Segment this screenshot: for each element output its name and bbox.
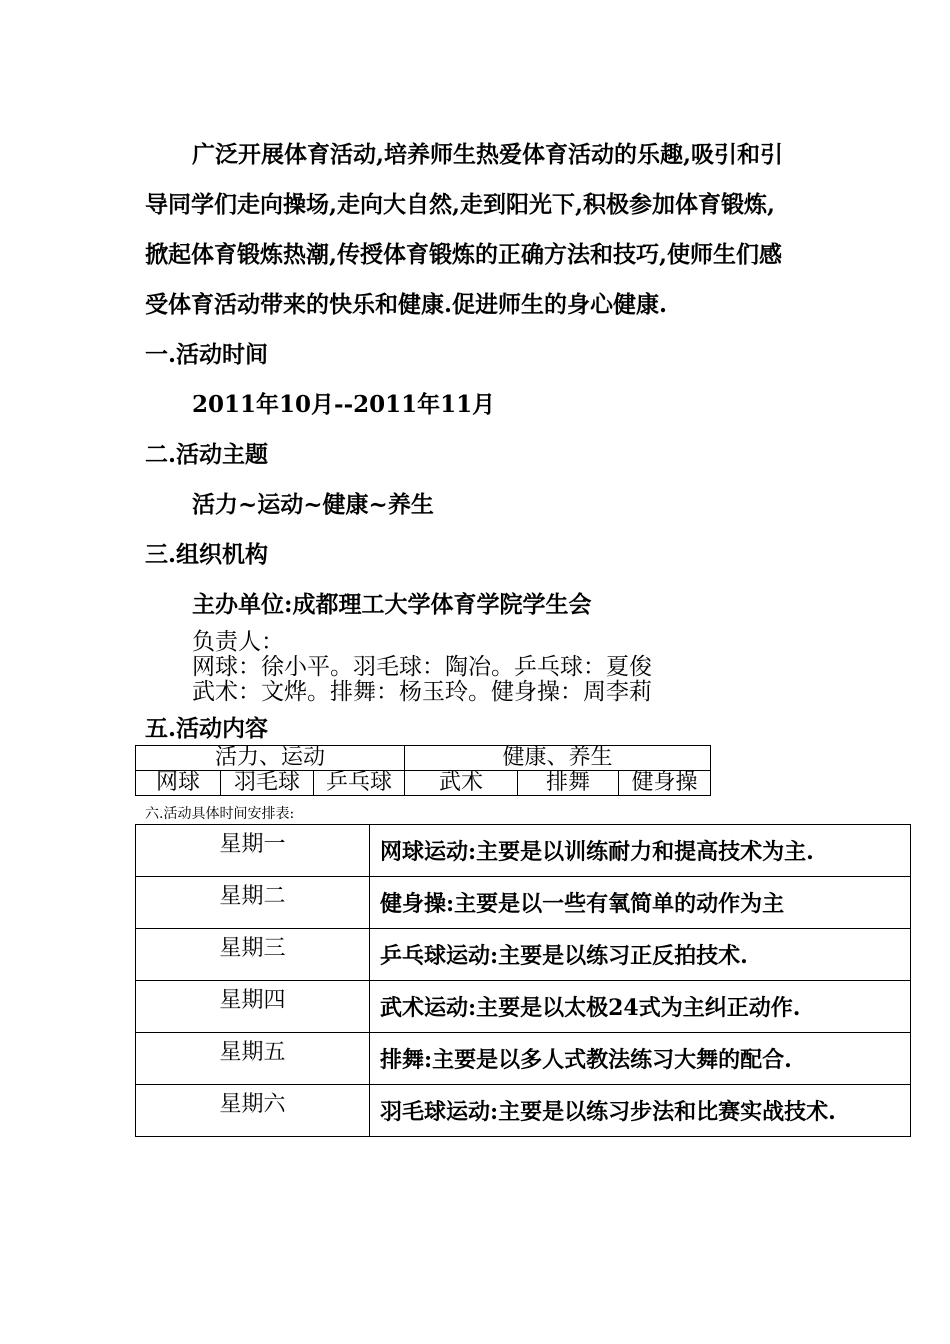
theme-heading: 二.活动主题 (145, 441, 269, 468)
org-leaders-1: 网球：徐小平。羽毛球：陶冶。乒乓球：夏俊 (192, 654, 652, 680)
group-health-wellness: 健康、养生 (405, 746, 711, 771)
schedule-table (135, 824, 911, 1137)
org-leaders-2: 武术：文烨。排舞：杨玉玲。健身操：周李莉 (192, 679, 652, 705)
item-table-tennis: 乒乓球 (314, 771, 405, 796)
intro-line-2: 导同学们走向操场,走向大自然,走到阳光下,积极参加体育锻炼, (145, 191, 776, 218)
org-heading: 三.组织机构 (145, 541, 269, 568)
item-wushu: 武术 (405, 771, 518, 796)
schedule-caption: 六.活动具体时间安排表: (145, 806, 295, 822)
content-heading: 五.活动内容 (145, 715, 269, 742)
schedule-day: 星期一 (136, 825, 370, 877)
activity-content-table (135, 745, 711, 796)
schedule-desc: 健身操:主要是以一些有氧简单的动作为主 (370, 877, 911, 929)
schedule-desc: 排舞:主要是以多人式教法练习大舞的配合. (370, 1033, 911, 1085)
table-row (136, 981, 911, 1033)
schedule-day: 星期二 (136, 877, 370, 929)
org-leader-label: 负责人： (192, 629, 284, 655)
intro-line-3: 掀起体育锻炼热潮,传授体育锻炼的正确方法和技巧,使师生们感 (145, 241, 783, 268)
table-row (136, 825, 911, 877)
schedule-day: 星期四 (136, 981, 370, 1033)
time-heading: 一.活动时间 (145, 341, 269, 368)
item-badminton: 羽毛球 (221, 771, 314, 796)
schedule-day: 星期五 (136, 1033, 370, 1085)
table-row (136, 929, 911, 981)
intro-line-4: 受体育活动带来的快乐和健康.促进师生的身心健康. (145, 291, 668, 318)
item-line-dance: 排舞 (518, 771, 619, 796)
schedule-desc: 乒乓球运动:主要是以练习正反拍技术. (370, 929, 911, 981)
schedule-desc: 武术运动:主要是以太极24式为主纠正动作. (370, 981, 911, 1033)
group-vitality-sport: 活力、运动 (136, 746, 405, 771)
schedule-desc: 网球运动:主要是以训练耐力和提高技术为主. (370, 825, 911, 877)
org-host: 主办单位:成都理工大学体育学院学生会 (192, 591, 592, 618)
table-row (136, 1033, 911, 1085)
schedule-day: 星期三 (136, 929, 370, 981)
table-row (136, 877, 911, 929)
schedule-day: 星期六 (136, 1085, 370, 1137)
item-aerobics: 健身操 (619, 771, 711, 796)
intro-line-1: 广泛开展体育活动,培养师生热爱体育活动的乐趣,吸引和引 (192, 141, 784, 168)
table-row (136, 1085, 911, 1137)
time-value: 2011年10月--2011年11月 (192, 391, 496, 418)
item-tennis: 网球 (136, 771, 221, 796)
schedule-desc: 羽毛球运动:主要是以练习步法和比赛实战技术. (370, 1085, 911, 1137)
theme-value: 活力~运动~健康~养生 (192, 491, 434, 518)
